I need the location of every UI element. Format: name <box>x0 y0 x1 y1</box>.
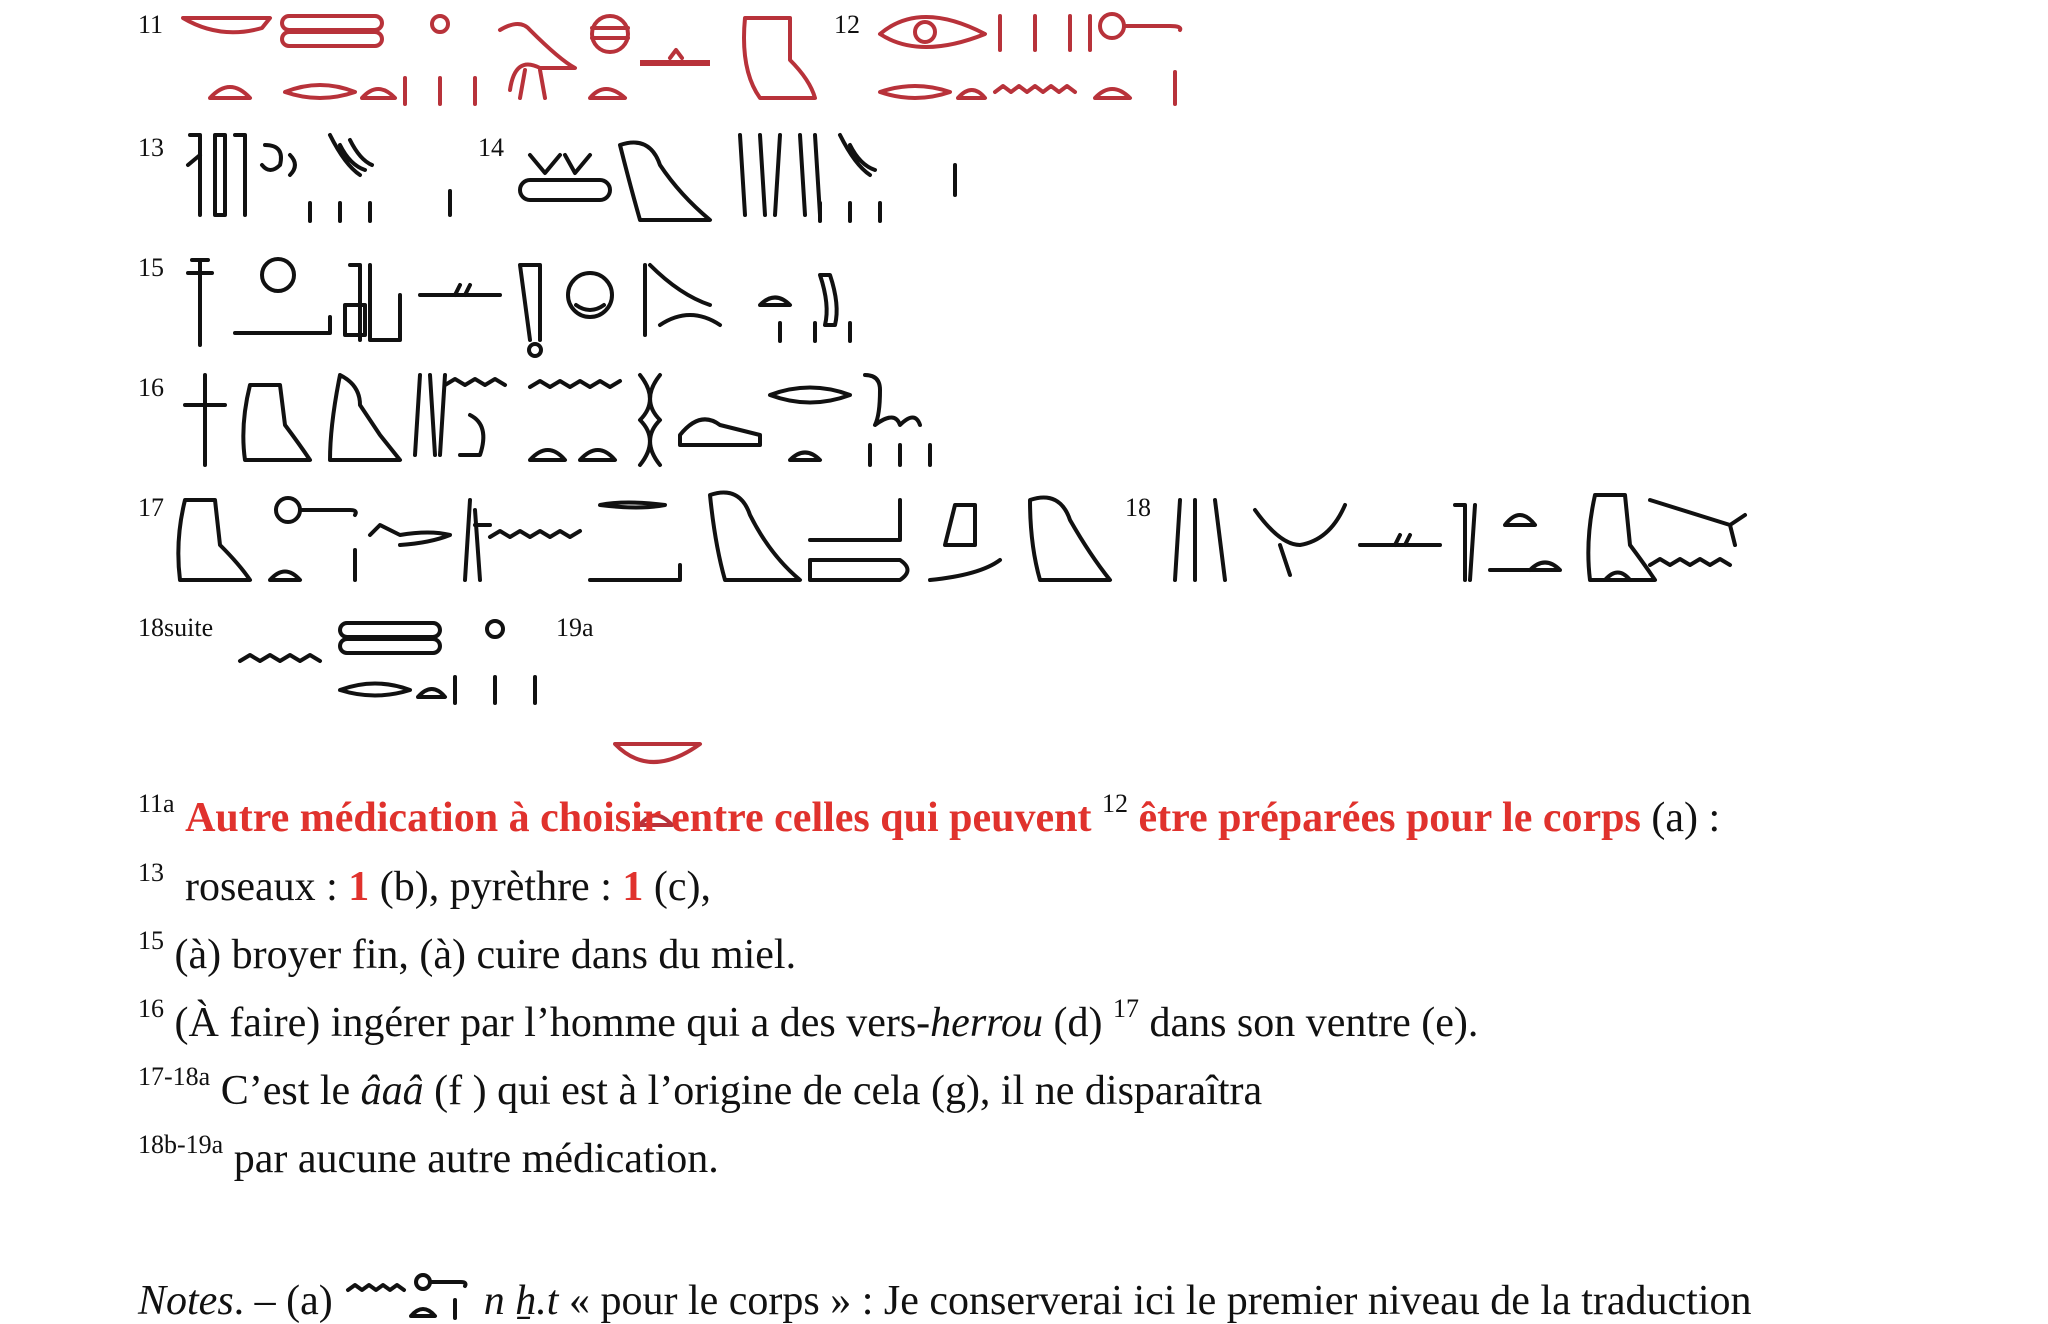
notes-line <box>138 1272 1752 1322</box>
hieroglyph-group-icon <box>343 1272 473 1322</box>
hieroglyph-line-16 <box>0 365 2048 485</box>
line-ref: 13 <box>138 858 164 887</box>
text: dans son ventre (e). <box>1149 1000 1479 1046</box>
line-number: 12 <box>834 10 860 39</box>
line-ref: 16 <box>138 994 164 1023</box>
hieroglyph-glyphs-icon <box>0 125 1200 245</box>
hieroglyph-line-13 <box>0 125 2048 245</box>
note-marker: (a) : <box>1651 795 1721 841</box>
hieroglyph-line-17 <box>0 485 2048 605</box>
line-number: 17 <box>138 493 164 522</box>
line-number: 13 <box>138 133 164 162</box>
text: (à) broyer fin, (à) cuire dans du miel. <box>174 932 797 978</box>
line-number: 14 <box>478 133 504 162</box>
rubric-text: être préparées pour le corps <box>1138 795 1641 841</box>
line-number: 11 <box>138 10 164 39</box>
notes-dash: . – (a) <box>233 1278 333 1324</box>
line-number: 15 <box>138 253 164 282</box>
text: (À faire) ingérer par l’homme qui a des vers- <box>174 1000 931 1046</box>
hieroglyph-line-15 <box>0 245 2048 365</box>
text: roseaux : <box>185 864 349 910</box>
translation-line-6 <box>138 1130 719 1182</box>
text: par aucune autre médication. <box>233 1136 719 1182</box>
text: C’est le <box>220 1068 361 1114</box>
line-ref: 12 <box>1102 789 1129 818</box>
text: (d) <box>1042 1000 1103 1046</box>
translation-line-4 <box>138 994 1479 1046</box>
notes-label: Notes <box>138 1278 234 1324</box>
text: (b), pyrèthre : <box>369 864 623 910</box>
translation-line-1 <box>138 789 1721 841</box>
translation-line-3 <box>138 926 797 978</box>
text: (c), <box>643 864 711 910</box>
translation-line-2 <box>138 858 711 910</box>
line-ref: 17 <box>1112 994 1139 1023</box>
line-ref: 15 <box>138 926 164 955</box>
notes-text: « pour le corps » : Je conserverai ici le premier niveau de la traduction <box>568 1278 1752 1324</box>
line-number: 19a <box>556 613 594 642</box>
transliteration: ẖ.t <box>515 1278 559 1324</box>
transliteration: n <box>483 1278 505 1324</box>
italic-term: herrou <box>930 1000 1043 1046</box>
hieroglyph-glyphs-icon <box>0 365 1200 485</box>
line-number: 18suite <box>138 613 214 642</box>
translation-line-5 <box>138 1062 1263 1114</box>
line-number: 18 <box>1125 493 1151 522</box>
hieroglyph-line-18suite <box>0 605 2048 725</box>
hieroglyph-line-11 <box>0 0 2048 120</box>
quantity: 1 <box>348 864 370 910</box>
line-ref: 18b-19a <box>138 1130 224 1159</box>
line-number: 16 <box>138 373 164 402</box>
hieroglyph-glyphs-icon <box>0 245 1200 365</box>
line-ref: 11a <box>138 789 175 818</box>
italic-term: âaâ <box>360 1068 424 1114</box>
hieroglyph-glyphs-icon <box>0 0 1200 120</box>
line-ref: 17-18a <box>138 1062 211 1091</box>
hieroglyph-glyphs-icon <box>0 485 1800 605</box>
quantity: 1 <box>622 864 644 910</box>
rubric-text: Autre médication à choisir entre celles qui peuvent <box>185 795 1092 841</box>
text: (f ) qui est à l’origine de cela (g), il ne disparaîtra <box>423 1068 1263 1114</box>
